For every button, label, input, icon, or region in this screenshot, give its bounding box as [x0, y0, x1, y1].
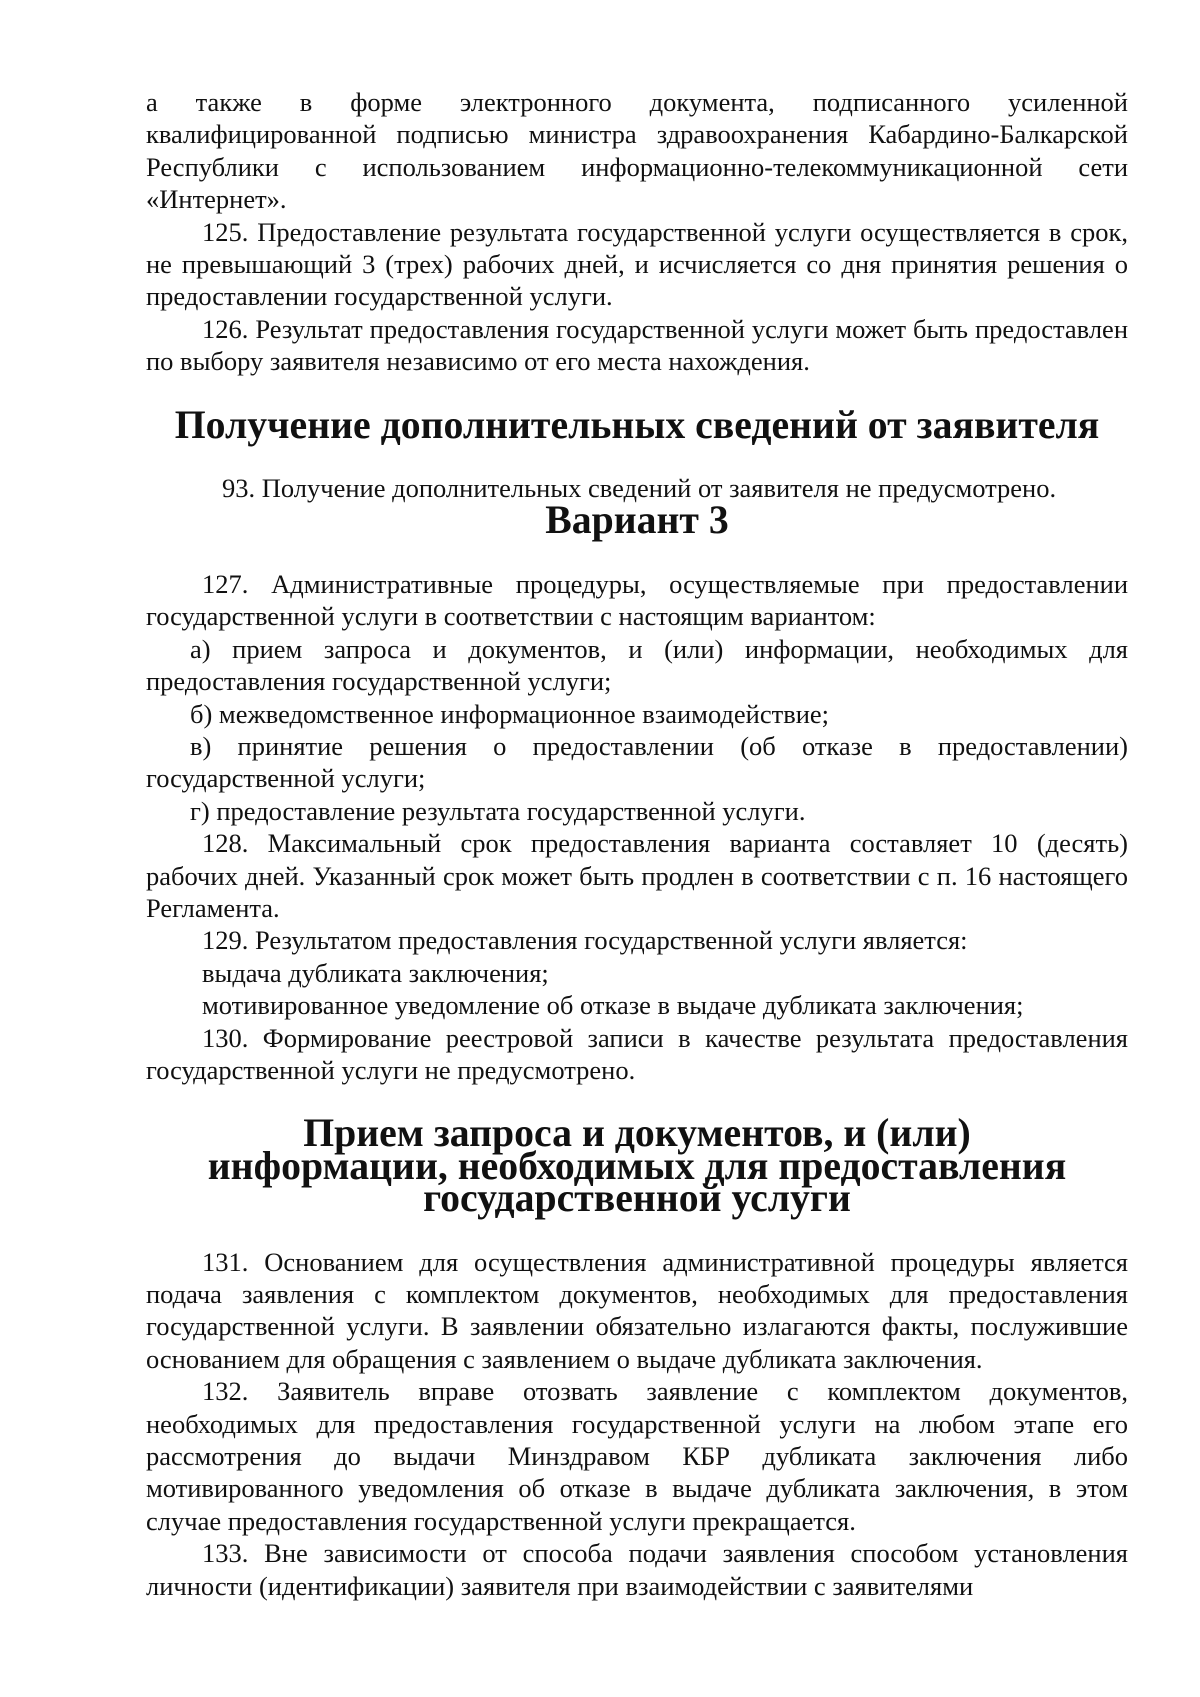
- paragraph-continuation: а также в форме электронного документа, подписанного усиленной квалифицированной подписью министра здравоохранения Кабардино-Балкарской Республики с использованием информационно-телекоммуникационной сети «Интернет».: [146, 87, 1128, 215]
- list-item-a: а) прием запроса и документов, и (или) информации, необходимых для предоставления государственной услуги;: [146, 633, 1128, 697]
- document-page: [146, 86, 1128, 1602]
- paragraph-128: 128. Максимальный срок предоставления варианта составляет 10 (десять) рабочих дней. Указанный срок может быть продлен в соответствии с п. 16 настоящего Регламента.: [146, 828, 1128, 923]
- paragraph-93: 93. Получение дополнительных сведений от заявителя не предусмотрено.: [222, 473, 1057, 504]
- list-item-b: б) межведомственное информационное взаимодействие;: [190, 698, 830, 729]
- section-heading-request-reception: Прием запроса и документов, и (или) информации, необходимых для предоставления государственной услуги: [207, 1111, 1067, 1221]
- result-item-refusal: мотивированное уведомление об отказе в выдаче дубликата заключения;: [202, 990, 1024, 1021]
- list-item-g: г) предоставление результата государственной услуги.: [190, 795, 806, 826]
- paragraph-127: 127. Административные процедуры, осуществляемые при предоставлении государственной услуги в соответствии с настоящим вариантом:: [146, 568, 1128, 632]
- section-heading-additional-info: Получение дополнительных сведений от заявителя: [174, 402, 1100, 447]
- result-item-duplicate: выдача дубликата заключения;: [202, 957, 549, 988]
- section-heading-variant-3: Вариант 3: [545, 498, 729, 543]
- paragraph-125: 125. Предоставление результата государственной услуги осуществляется в срок, не превышающий 3 (трех) рабочих дней, и исчисляется со дня принятия решения о предоставлении государственной услуги.: [146, 216, 1128, 312]
- list-item-v: в) принятие решения о предоставлении (об отказе в предоставлении) государственной услуги;: [146, 730, 1128, 794]
- paragraph-131: 131. Основанием для осуществления административной процедуры является подача заявления с комплектом документов, необходимых для предоставления государственной услуги. В заявлении обязательно излагаются факты, послужившие основанием для обращения с заявлением о выдаче дубликата заключения.: [146, 1246, 1128, 1374]
- paragraph-129: 129. Результатом предоставления государственной услуги является:: [202, 925, 968, 956]
- paragraph-126: 126. Результат предоставления государственной услуги может быть предоставлен по выбору заявителя независимо от его места нахождения.: [146, 313, 1128, 377]
- paragraph-132: 132. Заявитель вправе отозвать заявление с комплектом документов, необходимых для предоставления государственной услуги на любом этапе его рассмотрения до выдачи Минздравом КБР дубликата заключения либо мотивированного уведомления об отказе в выдаче дубликата заключения, в этом случае предоставления государственной услуги прекращается.: [146, 1376, 1128, 1536]
- paragraph-130: 130. Формирование реестровой записи в качестве результата предоставления государственной услуги не предусмотрено.: [146, 1022, 1128, 1085]
- paragraph-133: 133. Вне зависимости от способа подачи заявления способом установления личности (идентификации) заявителя при взаимодействии с заявителями: [146, 1538, 1128, 1601]
